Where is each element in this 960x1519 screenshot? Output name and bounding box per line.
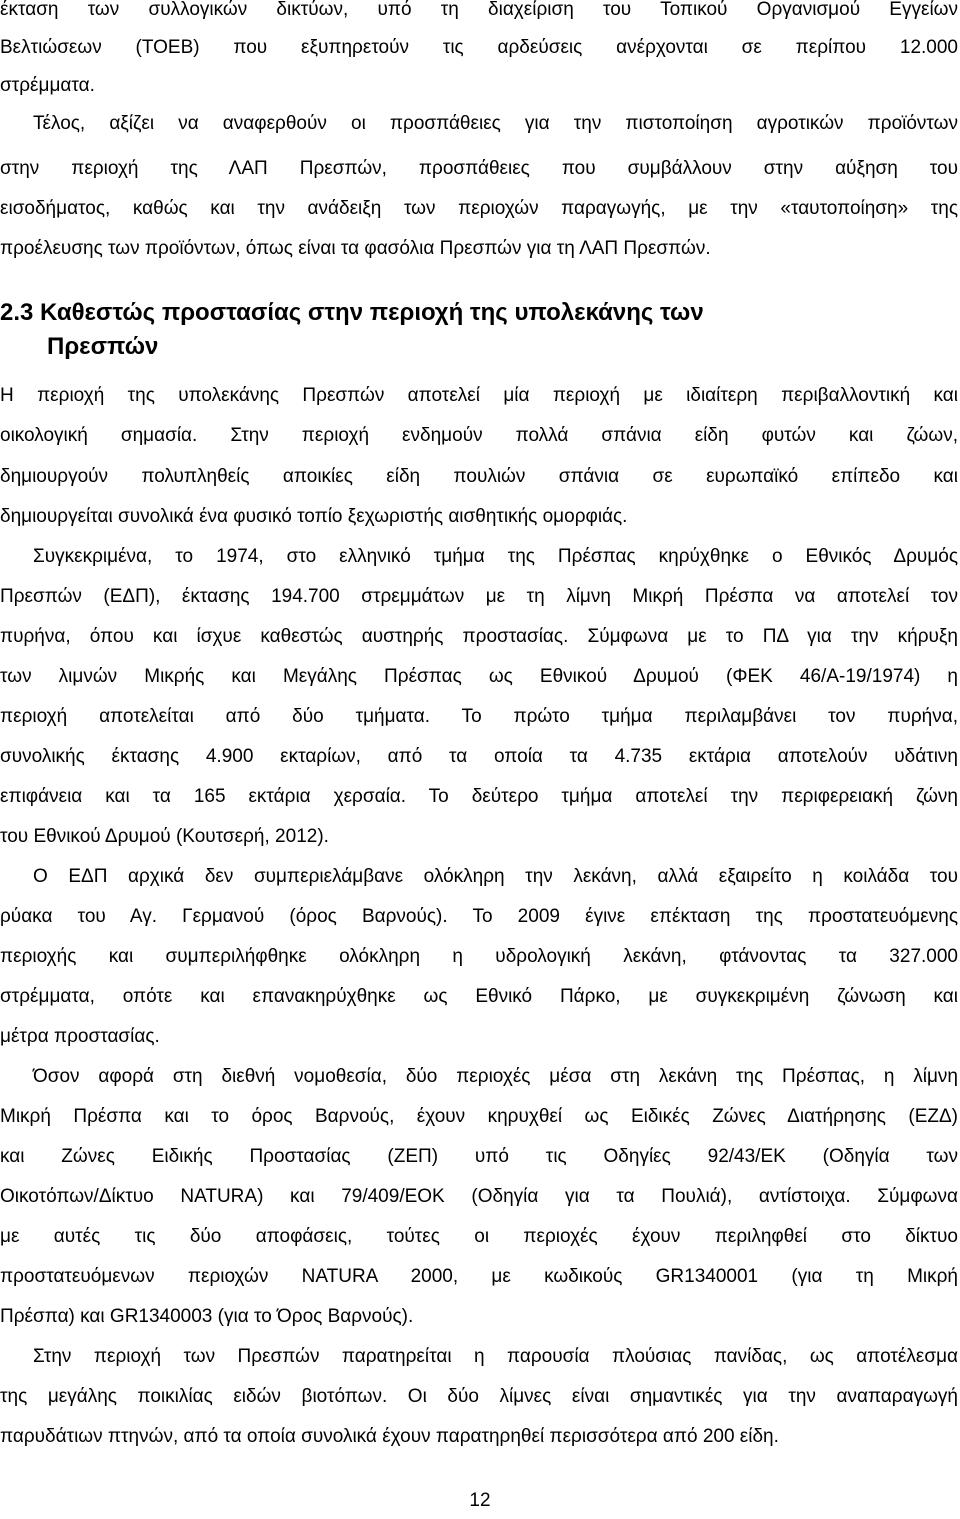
international-line-5: με αυτές τις δύο αποφάσεις, τούτες οι περιοχές έχουν περιληφθεί στο δίκτυο [0, 1226, 958, 1247]
national-forest-line-1: Συγκεκριμένα, το 1974, στο ελληνικό τμήμα της Πρέσπας κηρύχθηκε ο Εθνικός Δρυμός [33, 546, 958, 567]
intro-line-3: στρέμματα. [0, 75, 95, 96]
national-forest-line-8: του Εθνικού Δρυμού (Κουτσερή, 2012). [0, 826, 329, 847]
expansion-line-3: περιοχής και συμπεριλήφθηκε ολόκληρη η υδρολογική λεκάνη, φτάνοντας τα 327.000 [0, 946, 958, 967]
intro-line-2: Βελτιώσεων (ΤΟΕΒ) που εξυπηρετούν τις αρδεύσεις ανέρχονται σε περίπου 12.000 [0, 37, 958, 58]
section-heading-line-2: Πρεσπών [47, 333, 159, 360]
expansion-line-5: μέτρα προστασίας. [0, 1026, 160, 1047]
international-line-6: προστατευόμενων περιοχών NATURA 2000, με κωδικούς GR1340001 (για τη Μικρή [0, 1266, 958, 1287]
international-line-1: Όσον αφορά στη διεθνή νομοθεσία, δύο περιοχές μέσα στη λεκάνη της Πρέσπας, η λίμνη [33, 1066, 958, 1087]
intro-line-1: έκταση των συλλογικών δικτύων, υπό τη διαχείριση του Τοπικού Οργανισμού Εγγείων [0, 0, 958, 20]
fauna-line-2: της μεγάλης ποικιλίας ειδών βιοτόπων. Οι δύο λίμνες είναι σημαντικές για την αναπαραγωγή [0, 1386, 958, 1407]
page-number: 12 [469, 1490, 491, 1511]
certification-line-1: Τέλος, αξίζει να αναφερθούν οι προσπάθειες για την πιστοποίηση αγροτικών προϊόντων [33, 113, 958, 134]
national-forest-line-6: συνολικής έκτασης 4.900 εκταρίων, από τα οποία τα 4.735 εκτάρια αποτελούν υδάτινη [0, 746, 958, 767]
section-heading-line-1: 2.3 Καθεστώς προστασίας στην περιοχή της υπολεκάνης των [0, 299, 704, 326]
importance-line-4: δημιουργείται συνολικά ένα φυσικό τοπίο ξεχωριστής αισθητικής ομορφιάς. [0, 506, 628, 527]
international-line-7: Πρέσπα) και GR1340003 (για το Όρος Βαρνούς). [0, 1306, 414, 1327]
certification-line-2: στην περιοχή της ΛΑΠ Πρεσπών, προσπάθειες που συμβάλλουν στην αύξηση του [0, 158, 958, 179]
certification-line-3: εισοδήματος, καθώς και την ανάδειξη των περιοχών παραγωγής, με την «ταυτοποίηση» της [0, 198, 958, 219]
fauna-line-3: παρυδάτιων πτηνών, από τα οποία συνολικά έχουν παρατηρηθεί περισσότερα από 200 είδη. [0, 1426, 779, 1447]
certification-line-4: προέλευσης των προϊόντων, όπως είναι τα φασόλια Πρεσπών για τη ΛΑΠ Πρεσπών. [0, 238, 711, 259]
importance-line-1: Η περιοχή της υπολεκάνης Πρεσπών αποτελεί μία περιοχή με ιδιαίτερη περιβαλλοντική και [0, 385, 958, 406]
expansion-line-4: στρέμματα, οπότε και επανακηρύχθηκε ως Εθνικό Πάρκο, με συγκεκριμένη ζώνωση και [0, 986, 958, 1007]
international-line-3: και Ζώνες Ειδικής Προστασίας (ΖΕΠ) υπό τις Οδηγίες 92/43/ΕΚ (Οδηγία των [0, 1146, 958, 1167]
national-forest-line-4: των λιμνών Μικρής και Μεγάλης Πρέσπας ως Εθνικού Δρυμού (ΦΕΚ 46/Α-19/1974) η [0, 666, 958, 687]
international-line-2: Μικρή Πρέσπα και το όρος Βαρνούς, έχουν κηρυχθεί ως Ειδικές Ζώνες Διατήρησης (ΕΖΔ) [0, 1106, 958, 1127]
national-forest-line-3: πυρήνα, όπου και ίσχυε καθεστώς αυστηρής προστασίας. Σύμφωνα με το ΠΔ για την κήρυξη [0, 626, 958, 647]
expansion-line-2: ρύακα του Αγ. Γερμανού (όρος Βαρνούς). Το 2009 έγινε επέκταση της προστατευόμενης [0, 906, 958, 927]
national-forest-line-5: περιοχή αποτελείται από δύο τμήματα. Το πρώτο τμήμα περιλαμβάνει τον πυρήνα, [0, 706, 958, 727]
national-forest-line-7: επιφάνεια και τα 165 εκτάρια χερσαία. Το δεύτερο τμήμα αποτελεί την περιφερειακή ζώνη [0, 786, 958, 807]
expansion-line-1: Ο ΕΔΠ αρχικά δεν συμπεριελάμβανε ολόκληρη την λεκάνη, αλλά εξαιρείτο η κοιλάδα του [33, 866, 958, 887]
national-forest-line-2: Πρεσπών (ΕΔΠ), έκτασης 194.700 στρεμμάτων με τη λίμνη Μικρή Πρέσπα να αποτελεί τον [0, 586, 958, 607]
importance-line-2: οικολογική σημασία. Στην περιοχή ενδημούν πολλά σπάνια είδη φυτών και ζώων, [0, 425, 958, 446]
fauna-line-1: Στην περιοχή των Πρεσπών παρατηρείται η παρουσία πλούσιας πανίδας, ως αποτέλεσμα [33, 1346, 958, 1367]
international-line-4: Οικοτόπων/Δίκτυο NATURA) και 79/409/ΕΟΚ (Οδηγία για τα Πουλιά), αντίστοιχα. Σύμφωνα [0, 1186, 958, 1207]
importance-line-3: δημιουργούν πολυπληθείς αποικίες είδη πουλιών σπάνια σε ευρωπαϊκό επίπεδο και [0, 466, 958, 487]
